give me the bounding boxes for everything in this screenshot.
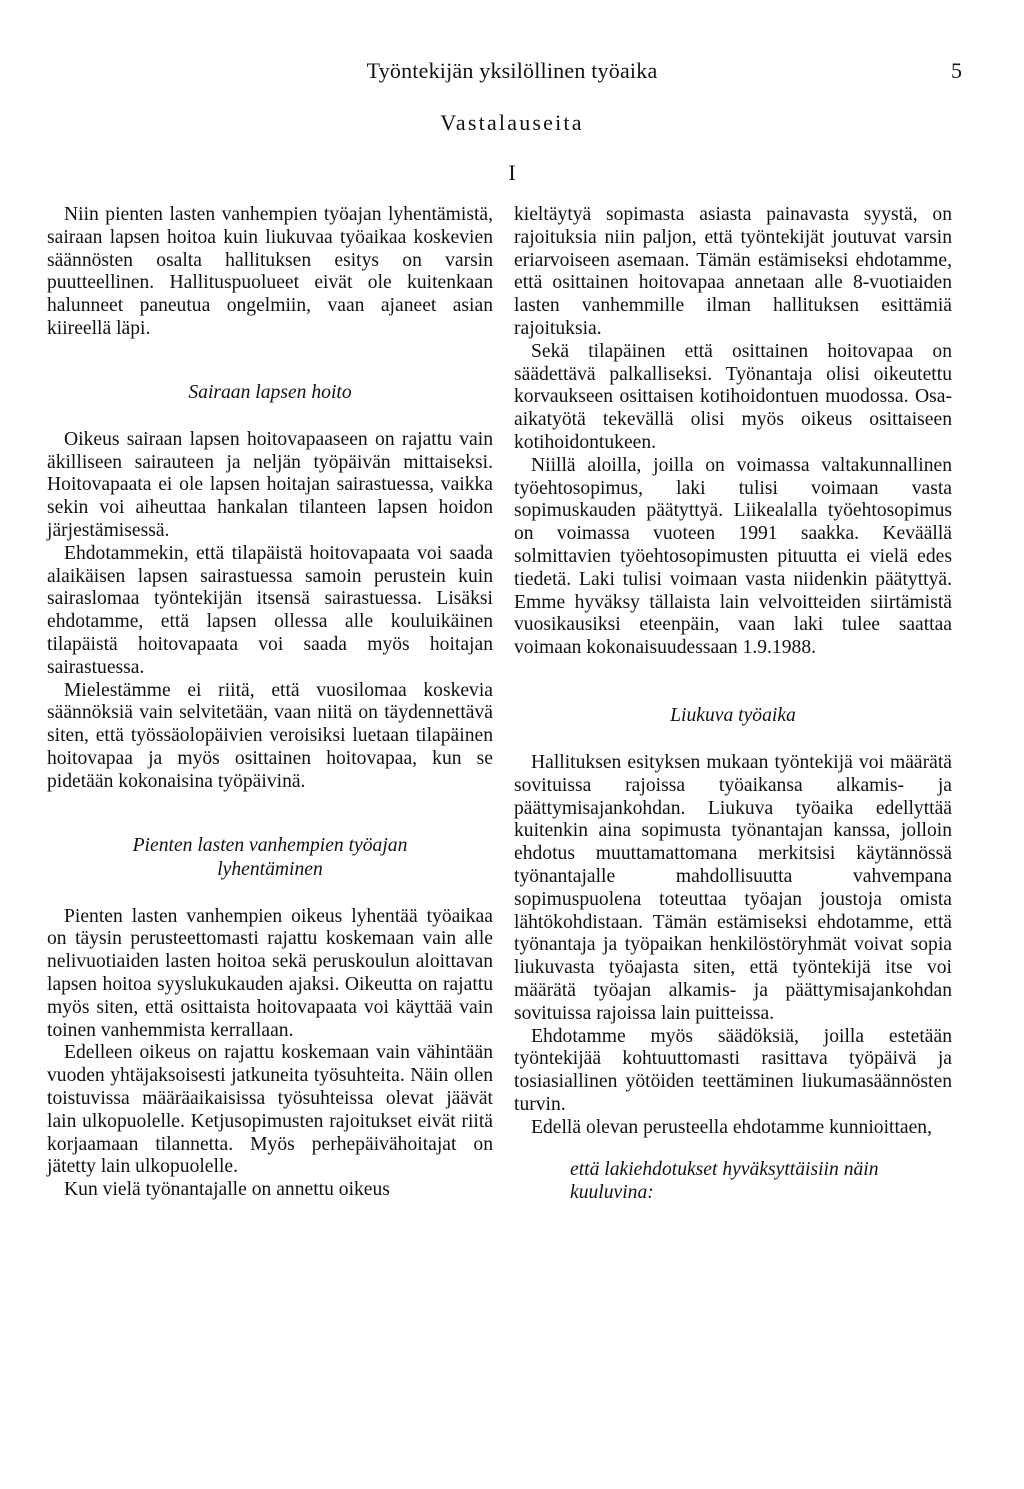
right-paragraph: Hallituksen esityksen mukaan työntekijä voi määrätä sovituissa rajoissa työaikansa alkamis- ja päättymisajankohdan. Liukuva työaika edellyttää kuitenkin aina sopimusta työnantajan kanssa, jolloin ehdotus muuttamattomana merkitsisi käytännössä työnantajalle mahdollisuutta vahvempana sopimuspuolena toteuttaa työajan joustoja omista lähtökohdistaan. Tämän estämiseksi ehdotamme, että työnantaja ja työpaikan henkilöstöryhmät voivat sopia liukuvasta työajasta siten, että työntekijä itse voi määrätä työajan alkamis- ja päättymisajankohdan sovituissa rajoissa lain puitteissa. — [514, 751, 952, 1024]
section-title: Vastalauseita — [440, 110, 584, 135]
heading-parent-hours-line2: lyhentäminen — [217, 858, 323, 880]
right-paragraph: Sekä tilapäinen että osittainen hoitovapaa on säädettävä palkalliseksi. Työnantaja olisi oikeutettu korvaukseen osittaisen kotihoidontuen muodossa. Osa-aikatyötä tekevällä olisi myös oikeus osittaiseen kotihoidontukeen. — [514, 340, 952, 453]
closing-statement: että lakiehdotukset hyväksyttäisiin näin kuuluvina: — [570, 1159, 879, 1204]
left-paragraph: Kun vielä työnantajalle on annettu oikeus — [64, 1179, 390, 1201]
right-paragraph-continued: kieltäytyä sopimasta asiasta painavasta syystä, on rajoituksia niin paljon, että työntekijät joutuvat varsin eriarvoiseen asemaan. Tämän estämiseksi ehdotamme, että osittainen hoitovapaa annetaan alle 8-vuotiaiden lasten vanhemmille ilman hallituksen esittämiä rajoituksia. — [514, 204, 952, 339]
left-paragraph: Oikeus sairaan lapsen hoitovapaaseen on rajattu vain äkilliseen sairauteen ja neljän työpäivän mittaiseksi. Hoitovapaata ei ole lapsen hoitajan sairastuessa, vaikka sekin voi aiheuttaa hankalan tilanteen lapsen hoidon järjestämisessä. — [47, 428, 493, 541]
running-title: Työntekijän yksilöllinen työaika — [366, 58, 658, 83]
left-column — [47, 204, 493, 1202]
left-paragraph: Mielestämme ei riitä, että vuosilomaa koskevia säännöksiä vain selvitetään, vaan niitä on täydennettävä siten, että työssäolopäivien veroisiksi luetaan tilapäinen hoitovapaa ja myös osittainen hoitovapaa, kun se pidetään kokonaisina työpäivinä. — [47, 679, 493, 792]
left-paragraph: Pienten lasten vanhempien oikeus lyhentää työaikaa on täysin perusteettomasti rajattu koskemaan vain alle nelivuotiaiden lasten hoitoa sekä peruskoulun aloittavan lapsen hoitoa syyslukukauden ajaksi. Oikeutta on rajattu myös siten, että osittaista hoitovapaata voi käyttää vain toinen vanhemmista kerrallaan. — [47, 905, 493, 1041]
section-numeral: I — [508, 160, 516, 185]
running-header — [0, 58, 1024, 88]
heading-flexible-hours: Liukuva työaika — [670, 704, 796, 726]
right-paragraph: Niillä aloilla, joilla on voimassa valtakunnallinen työehtosopimus, laki tulisi voimaan vasta sopimuskauden päätyttyä. Liikealalla työehtosopimus on voimassa vuoteen 1991 saakka. Keväällä solmittavien työehtosopimusten pituutta ei vielä edes tiedetä. Laki tulisi voimaan vasta niidenkin päätyttyä. Emme hyväksy tällaista lain velvoitteiden siirtämistä vuosikausiksi eteenpäin, vaan laki tulee saattaa voimaan kokonaisuudessaan 1.9.1988. — [514, 454, 952, 659]
left-paragraph: Edelleen oikeus on rajattu koskemaan vain vähintään vuoden yhtäjaksoisesti jatkuneita työsuhteita. Näin ollen toistuvissa määräaikaisissa työsuhteissa olevat jäävät lain ulkopuolelle. Ketjusopimusten rajoitukset eivät riitä korjaamaan tilannetta. Myös perhepäivähoitajat on jätetty lain ulkopuolelle. — [47, 1042, 493, 1178]
left-paragraph-intro: Niin pienten lasten vanhempien työajan lyhentämistä, sairaan lapsen hoitoa kuin liukuvaa työaikaa koskevien säännösten osalta hallituksen esitys on varsin puutteellinen. Hallituspuolueet eivät ole kuitenkaan halunneet paneutua ongelmiin, vaan ajaneet asian kiireellä läpi. — [47, 204, 493, 339]
page-number: 5 — [951, 58, 962, 83]
left-paragraph: Ehdotammekin, että tilapäistä hoitovapaata voi saada alaikäisen lapsen sairastuessa samoin perustein kuin sairaslomaa työntekijän itsensä sairastuessa. Lisäksi ehdotamme, että lapsen ollessa alle kouluikäinen tilapäistä hoitovapaata voi saada myös hoitajan sairastuessa. — [47, 542, 493, 678]
right-paragraph: Edellä olevan perusteella ehdotamme kunnioittaen, — [531, 1116, 932, 1138]
right-paragraph: Ehdotamme myös säädöksiä, joilla estetään työntekijää kohtuuttomasti rasittava työpäivä ja tosiasiallinen yötöiden teettäminen liukumasäännösten turvin. — [514, 1025, 952, 1115]
heading-parent-hours-line1: Pienten lasten vanhempien työajan — [132, 834, 408, 856]
right-column — [514, 204, 952, 1205]
heading-sick-child-care: Sairaan lapsen hoito — [188, 381, 352, 403]
